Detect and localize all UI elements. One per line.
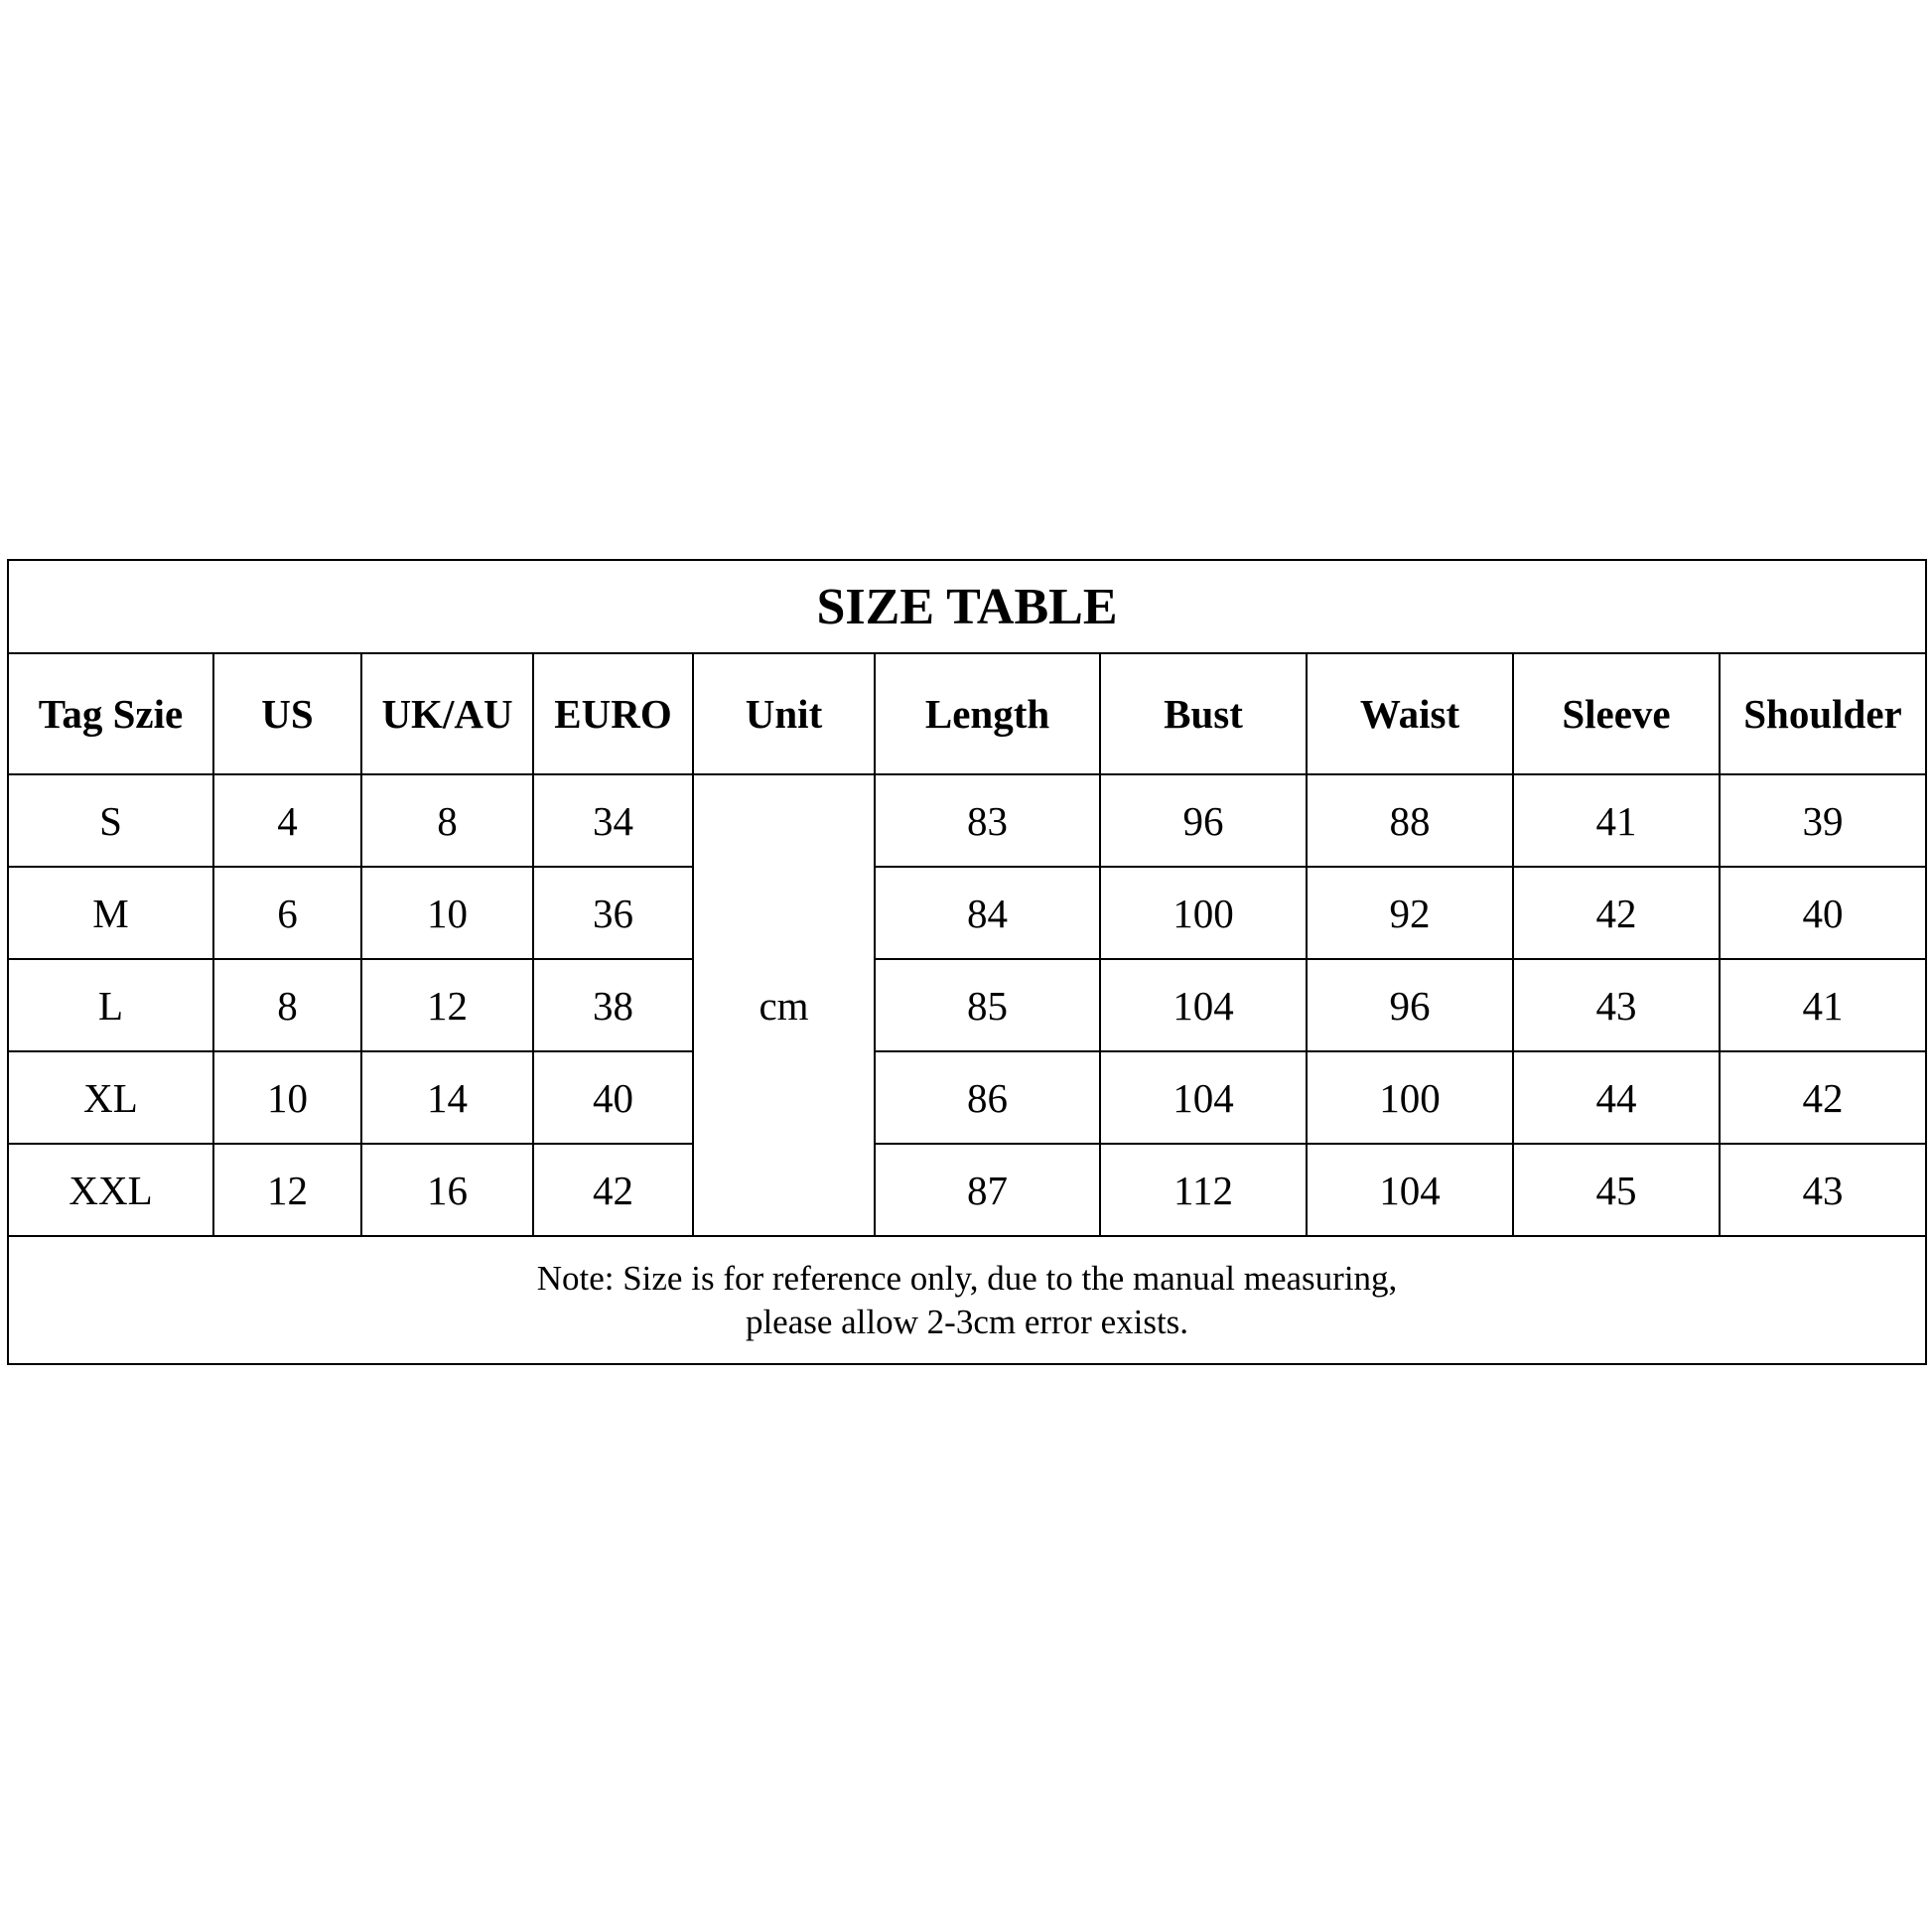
cell-uk-au: 16 [361, 1144, 533, 1236]
cell-length: 84 [875, 867, 1100, 959]
table-row [8, 1144, 1926, 1236]
cell-bust: 100 [1100, 867, 1307, 959]
cell-sleeve: 45 [1513, 1144, 1720, 1236]
header-sleeve: Sleeve [1513, 653, 1720, 774]
cell-euro: 38 [533, 959, 693, 1051]
header-euro: EURO [533, 653, 693, 774]
cell-sleeve: 44 [1513, 1051, 1720, 1144]
header-shoulder: Shoulder [1720, 653, 1926, 774]
note-line-2: please allow 2-3cm error exists. [745, 1302, 1189, 1341]
header-unit: Unit [693, 653, 875, 774]
cell-length: 86 [875, 1051, 1100, 1144]
cell-bust: 96 [1100, 774, 1307, 867]
cell-waist: 92 [1307, 867, 1513, 959]
cell-uk-au: 10 [361, 867, 533, 959]
note-row [8, 1236, 1926, 1364]
cell-us: 8 [213, 959, 361, 1051]
cell-us: 10 [213, 1051, 361, 1144]
cell-us: 4 [213, 774, 361, 867]
cell-tag-size: L [8, 959, 213, 1051]
note-line-1: Note: Size is for reference only, due to the manual measuring, [536, 1258, 1398, 1298]
cell-uk-au: 12 [361, 959, 533, 1051]
cell-euro: 34 [533, 774, 693, 867]
note-cell [8, 1236, 1926, 1364]
cell-sleeve: 42 [1513, 867, 1720, 959]
cell-tag-size: XL [8, 1051, 213, 1144]
header-tag-size: Tag Szie [8, 653, 213, 774]
cell-tag-size: S [8, 774, 213, 867]
table-title: SIZE TABLE [8, 560, 1926, 653]
header-waist: Waist [1307, 653, 1513, 774]
table-row [8, 959, 1926, 1051]
table-row [8, 867, 1926, 959]
cell-shoulder: 39 [1720, 774, 1926, 867]
cell-bust: 104 [1100, 959, 1307, 1051]
cell-length: 85 [875, 959, 1100, 1051]
cell-shoulder: 43 [1720, 1144, 1926, 1236]
cell-sleeve: 43 [1513, 959, 1720, 1051]
cell-euro: 40 [533, 1051, 693, 1144]
cell-waist: 104 [1307, 1144, 1513, 1236]
cell-sleeve: 41 [1513, 774, 1720, 867]
cell-euro: 36 [533, 867, 693, 959]
cell-waist: 100 [1307, 1051, 1513, 1144]
cell-us: 6 [213, 867, 361, 959]
cell-euro: 42 [533, 1144, 693, 1236]
cell-shoulder: 42 [1720, 1051, 1926, 1144]
cell-waist: 88 [1307, 774, 1513, 867]
header-bust: Bust [1100, 653, 1307, 774]
cell-unit: cm [693, 774, 875, 1236]
cell-uk-au: 8 [361, 774, 533, 867]
cell-bust: 112 [1100, 1144, 1307, 1236]
cell-uk-au: 14 [361, 1051, 533, 1144]
cell-shoulder: 40 [1720, 867, 1926, 959]
cell-shoulder: 41 [1720, 959, 1926, 1051]
cell-waist: 96 [1307, 959, 1513, 1051]
size-table [7, 559, 1927, 1365]
cell-length: 83 [875, 774, 1100, 867]
table-row [8, 1051, 1926, 1144]
header-uk-au: UK/AU [361, 653, 533, 774]
cell-length: 87 [875, 1144, 1100, 1236]
cell-bust: 104 [1100, 1051, 1307, 1144]
header-row [8, 653, 1926, 774]
cell-tag-size: XXL [8, 1144, 213, 1236]
header-length: Length [875, 653, 1100, 774]
table-row [8, 774, 1926, 867]
cell-tag-size: M [8, 867, 213, 959]
header-us: US [213, 653, 361, 774]
title-row [8, 560, 1926, 653]
cell-us: 12 [213, 1144, 361, 1236]
